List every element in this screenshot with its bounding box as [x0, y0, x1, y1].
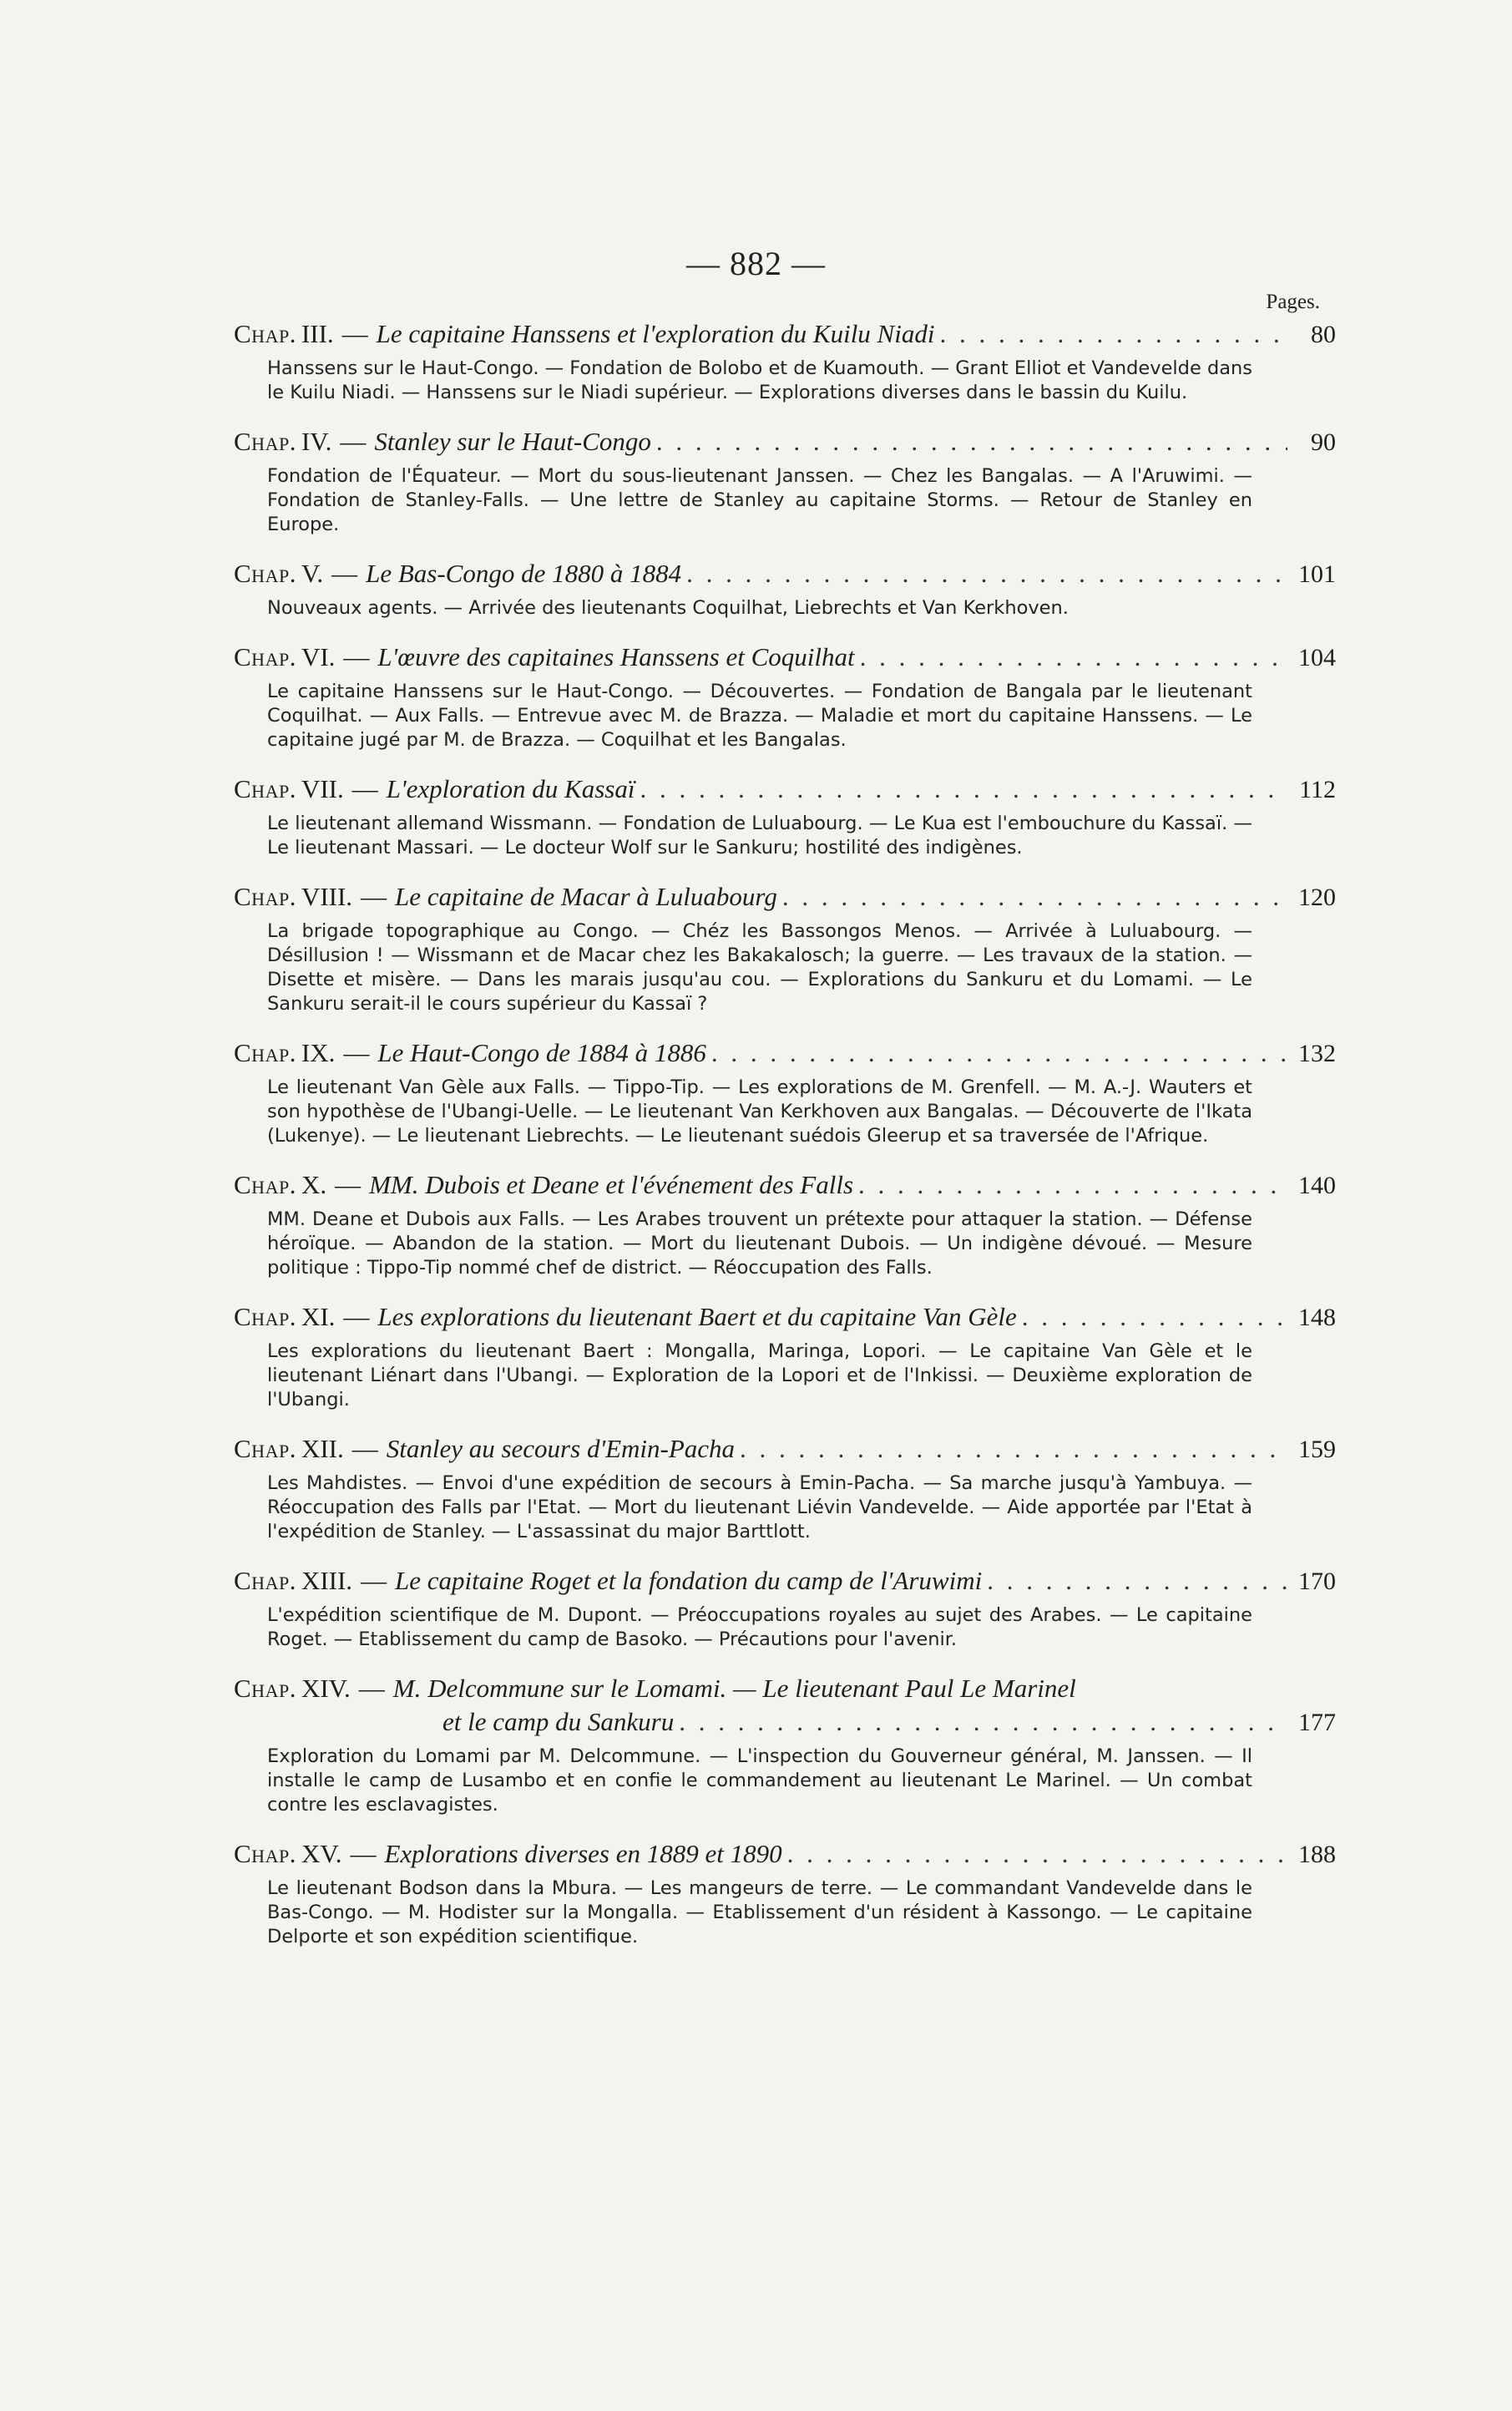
- chapter-number: IV.: [301, 427, 332, 456]
- chapter-title: Stanley sur le Haut-Congo: [374, 427, 651, 456]
- chapter-heading: [234, 1432, 1336, 1466]
- chapter-label: Chap.: [234, 1566, 296, 1595]
- chapter-title: Le capitaine Roget et la fondation du camp de l'Aruwimi: [395, 1566, 983, 1595]
- dot-leader: [787, 1837, 1287, 1871]
- dot-leader: [939, 317, 1287, 351]
- chapter-heading: [234, 1564, 1336, 1598]
- chapter-dash: —: [343, 1038, 370, 1067]
- chapter-number: XIV.: [301, 1674, 351, 1703]
- chapter-page-number: 90: [1311, 428, 1336, 456]
- chapter-entry: [234, 1036, 1336, 1148]
- chapter-heading: [234, 317, 1336, 352]
- chapter-label: Chap.: [234, 1038, 296, 1067]
- table-of-contents: [234, 317, 1336, 1969]
- chapter-entry: [234, 1168, 1336, 1280]
- chapter-number: XIII.: [301, 1566, 353, 1595]
- pages-column-label: Pages.: [1266, 291, 1320, 313]
- chapter-label: Chap.: [234, 1170, 296, 1199]
- chapter-title: M. Delcommune sur le Lomami. — Le lieutenant Paul Le Marinel: [392, 1674, 1076, 1703]
- chapter-summary: Hanssens sur le Haut-Congo. — Fondation de Bolobo et de Kuamouth. — Grant Elliot et Vandevelde dans le Kuilu Niadi. — Hanssens sur le Niadi supérieur. — Explorations diverses dans le bassin du Kuilu.: [267, 357, 1253, 403]
- dot-leader: [656, 425, 1287, 458]
- dot-leader: [679, 1705, 1287, 1739]
- chapter-dash: —: [335, 1170, 362, 1199]
- chapter-title: Stanley au secours d'Emin-Pacha: [386, 1434, 736, 1463]
- chapter-label: Chap.: [234, 642, 296, 671]
- chapter-summary: Le lieutenant Van Gèle aux Falls. — Tippo-Tip. — Les explorations de M. Grenfell. — M. A.-J. Wauters et son hypothèse de l'Ubangi-Uelle. — Le lieutenant Van Kerkhoven aux Bangalas. — Découverte de l'Ikata (Lukenye). — Le lieutenant Liebrechts. — Le lieutenant suédois Gleerup et sa traversée de l'Afrique.: [267, 1076, 1252, 1147]
- chapter-page-number: 101: [1298, 560, 1336, 588]
- chapter-summary: Nouveaux agents. — Arrivée des lieutenants Coquilhat, Liebrechts et Van Kerkhoven.: [267, 597, 1069, 619]
- chapter-dash: —: [351, 774, 378, 803]
- chapter-dash: —: [361, 1566, 387, 1595]
- chapter-number: V.: [301, 559, 324, 588]
- chapter-heading: [234, 557, 1336, 591]
- chapter-label: Chap.: [234, 427, 296, 456]
- dot-leader: [987, 1564, 1287, 1598]
- chapter-heading: [234, 1672, 1336, 1705]
- dot-leader: [740, 1432, 1287, 1466]
- chapter-dash: —: [331, 559, 358, 588]
- chapter-summary: La brigade topographique au Congo. — Chéz les Bassongos Menos. — Arrivée à Luluabourg. — Désillusion ! — Wissmann et de Macar chez les Bakakalosch; la guerre. — Les travaux de la station. — Disette et misère. — Dans les marais jusqu'au cou. — Explorations du Sankuru et du Lomami. — Le Sankuru serait-il le cours supérieur du Kassaï ?: [267, 920, 1252, 1015]
- chapter-page-number: 140: [1298, 1172, 1336, 1199]
- chapter-label: Chap.: [234, 559, 296, 588]
- chapter-number: XI.: [301, 1302, 336, 1331]
- chapter-summary: Les Mahdistes. — Envoi d'une expédition de secours à Emin-Pacha. — Sa marche jusqu'à Yambuya. — Réoccupation des Falls par l'Etat. — Mort du lieutenant Liévin Vandevelde. — Aide apportée par l'Etat à l'expédition de Stanley. — L'assassinat du major Barttlott.: [267, 1472, 1252, 1542]
- chapter-summary: Le capitaine Hanssens sur le Haut-Congo. — Découvertes. — Fondation de Bangala par le lieutenant Coquilhat. — Aux Falls. — Entrevue avec M. de Brazza. — Maladie et mort du capitaine Hanssens. — Le capitaine jugé par M. de Brazza. — Coquilhat et les Bangalas.: [267, 681, 1252, 751]
- dot-leader: [1022, 1300, 1287, 1334]
- chapter-page-number: 80: [1311, 321, 1336, 348]
- chapter-entry: [234, 1432, 1336, 1544]
- chapter-number: VII.: [301, 774, 344, 803]
- chapter-title: L'exploration du Kassaï: [386, 774, 635, 803]
- chapter-page-number: 120: [1298, 884, 1336, 911]
- chapter-page-number: 148: [1298, 1304, 1336, 1331]
- chapter-entry: [234, 317, 1336, 405]
- chapter-label: Chap.: [234, 1674, 296, 1703]
- chapter-heading: [234, 1036, 1336, 1071]
- chapter-entry: [234, 425, 1336, 537]
- chapter-summary: L'expédition scientifique de M. Dupont. — Préoccupations royales au sujet des Arabes. — Le capitaine Roget. — Etablissement du camp de Basoko. — Précautions pour l'avenir.: [267, 1604, 1252, 1650]
- chapter-label: Chap.: [234, 319, 296, 348]
- dot-leader: [711, 1036, 1287, 1070]
- chapter-title-continued: et le camp du Sankuru: [442, 1707, 675, 1736]
- chapter-entry: [234, 1564, 1336, 1652]
- chapter-heading: [234, 1300, 1336, 1335]
- chapter-dash: —: [341, 319, 368, 348]
- chapter-page-number: 188: [1298, 1841, 1336, 1868]
- chapter-number: III.: [301, 319, 334, 348]
- chapter-heading: [234, 425, 1336, 459]
- chapter-entry: [234, 1837, 1336, 1949]
- chapter-dash: —: [343, 642, 370, 671]
- chapter-title: Le capitaine de Macar à Luluabourg: [395, 882, 777, 911]
- chapter-heading-continued: [234, 1705, 1336, 1740]
- chapter-page-number: 177: [1298, 1709, 1336, 1736]
- chapter-label: Chap.: [234, 1302, 296, 1331]
- chapter-label: Chap.: [234, 1839, 296, 1868]
- chapter-summary: Le lieutenant allemand Wissmann. — Fondation de Luluabourg. — Le Kua est l'embouchure du Kassaï. — Le lieutenant Massari. — Le docteur Wolf sur le Sankuru; hostilité des indigènes.: [267, 813, 1252, 859]
- chapter-heading: [234, 772, 1336, 807]
- chapter-page-number: 104: [1298, 644, 1336, 671]
- chapter-number: VIII.: [301, 882, 353, 911]
- page-number: — 882 —: [686, 245, 826, 282]
- dot-leader: [860, 641, 1287, 674]
- chapter-dash: —: [340, 427, 367, 456]
- chapter-heading: [234, 880, 1336, 914]
- dot-leader: [858, 1168, 1287, 1202]
- chapter-entry: [234, 880, 1336, 1016]
- chapter-dash: —: [351, 1434, 378, 1463]
- chapter-heading: [234, 1168, 1336, 1203]
- chapter-title: Le Haut-Congo de 1884 à 1886: [377, 1038, 706, 1067]
- chapter-dash: —: [350, 1839, 377, 1868]
- chapter-number: XV.: [301, 1839, 342, 1868]
- chapter-entry: [234, 772, 1336, 860]
- chapter-number: VI.: [301, 642, 336, 671]
- chapter-title: Le capitaine Hanssens et l'exploration du Kuilu Niadi: [376, 319, 935, 348]
- chapter-label: Chap.: [234, 1434, 296, 1463]
- chapter-page-number: 170: [1298, 1568, 1336, 1595]
- chapter-summary: Le lieutenant Bodson dans la Mbura. — Les mangeurs de terre. — Le commandant Vandevelde dans le Bas-Congo. — M. Hodister sur la Mongalla. — Etablissement d'un résident à Kassongo. — Le capitaine Delporte et son expédition scientifique.: [267, 1877, 1252, 1948]
- chapter-heading: [234, 641, 1336, 675]
- chapter-entry: [234, 641, 1336, 752]
- dot-leader: [686, 557, 1287, 590]
- chapter-title: Le Bas-Congo de 1880 à 1884: [366, 559, 682, 588]
- chapter-title: Les explorations du lieutenant Baert et du capitaine Van Gèle: [377, 1302, 1017, 1331]
- chapter-page-number: 159: [1298, 1436, 1336, 1463]
- chapter-page-number: 112: [1299, 776, 1336, 803]
- chapter-page-number: 132: [1298, 1040, 1336, 1067]
- chapter-title: Explorations diverses en 1889 et 1890: [384, 1839, 782, 1868]
- chapter-number: XII.: [301, 1434, 344, 1463]
- chapter-entry: [234, 1300, 1336, 1412]
- chapter-summary: Exploration du Lomami par M. Delcommune. — L'inspection du Gouverneur général, M. Janssen. — Il installe le camp de Lusambo et en confie le commandement au lieutenant Le Marinel. — Un combat contre les esclavagistes.: [267, 1745, 1252, 1816]
- chapter-label: Chap.: [234, 774, 296, 803]
- chapter-entry: [234, 1672, 1336, 1817]
- chapter-label: Chap.: [234, 882, 296, 911]
- dot-leader: [782, 880, 1287, 914]
- chapter-entry: [234, 557, 1336, 620]
- chapter-dash: —: [361, 882, 387, 911]
- chapter-summary: MM. Deane et Dubois aux Falls. — Les Arabes trouvent un prétexte pour attaquer la station. — Défense héroïque. — Abandon de la station. — Mort du lieutenant Dubois. — Un indigène dévoué. — Mesure politique : Tippo-Tip nommé chef de district. — Réoccupation des Falls.: [267, 1208, 1252, 1279]
- chapter-summary: Les explorations du lieutenant Baert : Mongalla, Maringa, Lopori. — Le capitaine Van Gèle et le lieutenant Liénart dans l'Ubangi. — Exploration de la Lopori et de l'Inkissi. — Deuxième exploration de l'Ubangi.: [267, 1340, 1252, 1411]
- chapter-title: MM. Dubois et Deane et l'événement des Falls: [369, 1170, 854, 1199]
- chapter-heading: [234, 1837, 1336, 1872]
- dot-leader: [640, 772, 1287, 806]
- chapter-number: X.: [301, 1170, 327, 1199]
- chapter-title: L'œuvre des capitaines Hanssens et Coquilhat: [377, 642, 855, 671]
- chapter-dash: —: [343, 1302, 370, 1331]
- chapter-summary: Fondation de l'Équateur. — Mort du sous-lieutenant Janssen. — Chez les Bangalas. — A l'Aruwimi. — Fondation de Stanley-Falls. — Une lettre de Stanley au capitaine Storms. — Retour de Stanley en Europe.: [267, 465, 1252, 535]
- chapter-number: IX.: [301, 1038, 336, 1067]
- chapter-dash: —: [358, 1674, 385, 1703]
